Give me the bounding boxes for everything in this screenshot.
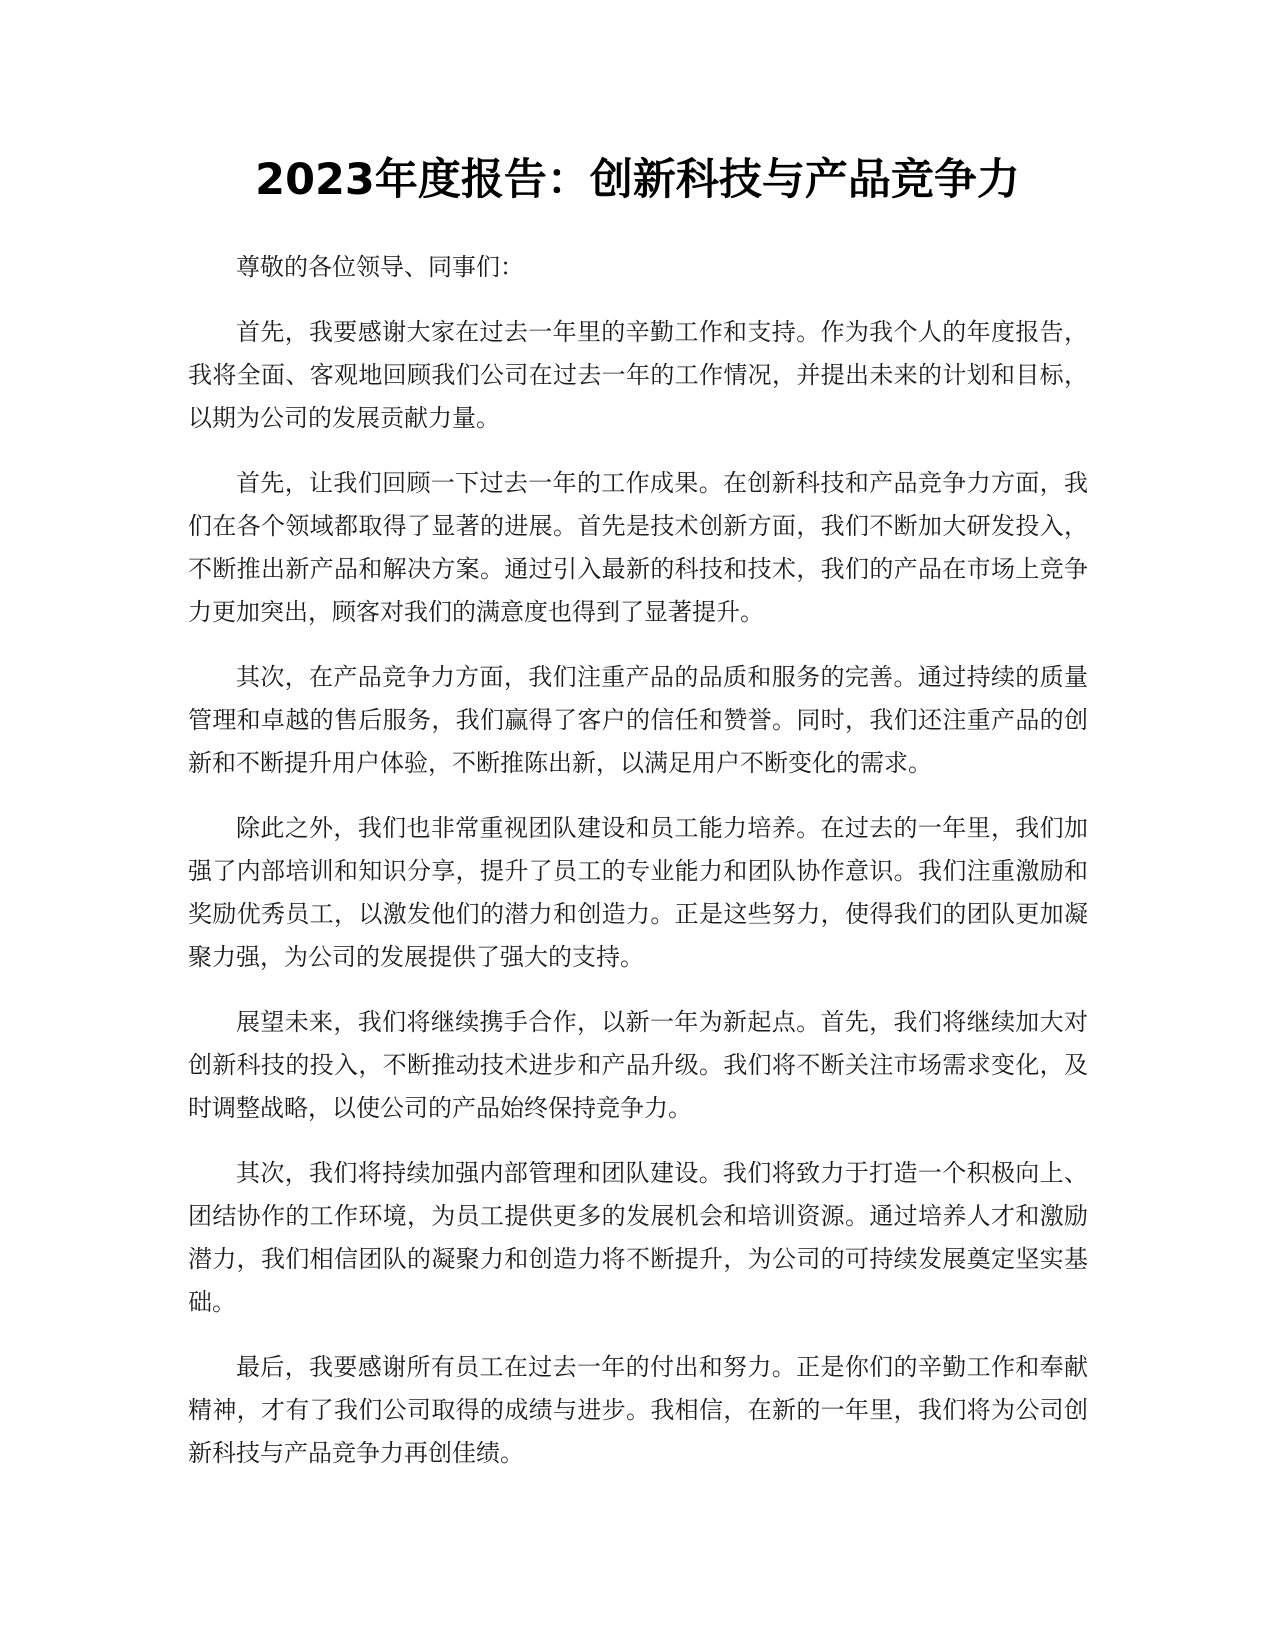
body-paragraph: 首先，我要感谢大家在过去一年里的辛勤工作和支持。作为我个人的年度报告，我将全面、客观地回顾我们公司在过去一年的工作情况，并提出未来的计划和目标，以期为公司的发展贡献力量。 (188, 318, 1088, 432)
body-paragraph: 除此之外，我们也非常重视团队建设和员工能力培养。在过去的一年里，我们加强了内部培训和知识分享，提升了员工的专业能力和团队协作意识。我们注重激励和奖励优秀员工，以激发他们的潜力和创造力。正是这些努力，使得我们的团队更加凝聚力强，为公司的发展提供了强大的支持。 (188, 814, 1088, 971)
salutation-paragraph: 尊敬的各位领导、同事们： (236, 253, 524, 281)
body-paragraph: 展望未来，我们将继续携手合作，以新一年为新起点。首先，我们将继续加大对创新科技的投入，不断推动技术进步和产品升级。我们将不断关注市场需求变化，及时调整战略，以使公司的产品始终保持竞争力。 (188, 1008, 1088, 1122)
body-paragraph: 首先，让我们回顾一下过去一年的工作成果。在创新科技和产品竞争力方面，我们在各个领域都取得了显著的进展。首先是技术创新方面，我们不断加大研发投入，不断推出新产品和解决方案。通过引入最新的科技和技术，我们的产品在市场上竞争力更加突出，顾客对我们的满意度也得到了显著提升。 (188, 469, 1088, 626)
document-body (188, 246, 1088, 1497)
closing-paragraph: 最后，我要感谢所有员工在过去一年的付出和努力。正是你们的辛勤工作和奉献精神，才有了我们公司取得的成绩与进步。我相信，在新的一年里，我们将为公司创新科技与产品竞争力再创佳绩。 (188, 1353, 1088, 1467)
body-paragraph: 其次，在产品竞争力方面，我们注重产品的品质和服务的完善。通过持续的质量管理和卓越的售后服务，我们赢得了客户的信任和赞誉。同时，我们还注重产品的创新和不断提升用户体验，不断推陈出新，以满足用户不断变化的需求。 (188, 663, 1088, 777)
body-paragraph: 其次，我们将持续加强内部管理和团队建设。我们将致力于打造一个积极向上、团结协作的工作环境，为员工提供更多的发展机会和培训资源。通过培养人才和激励潜力，我们相信团队的凝聚力和创造力将不断提升，为公司的可持续发展奠定坚实基础。 (188, 1159, 1088, 1316)
document-title: 2023年度报告：创新科技与产品竞争力 (255, 155, 1020, 205)
